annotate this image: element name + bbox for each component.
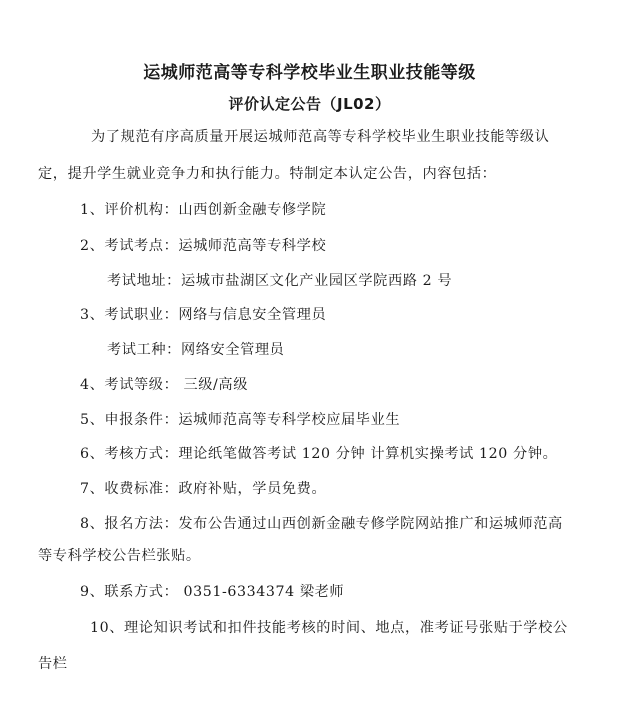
item-evaluation-agency: 1、评价机构：山西创新金融专修学院 bbox=[80, 202, 327, 218]
intro-line-1: 为了规范有序高质量开展运城师范高等专科学校毕业生职业技能等级认 bbox=[91, 129, 550, 145]
item-exam-occupation: 3、考试职业：网络与信息安全管理员 bbox=[80, 307, 327, 323]
item-exam-level: 4、考试等级： 三级/高级 bbox=[80, 377, 248, 393]
item-exam-job-type: 考试工种：网络安全管理员 bbox=[107, 342, 285, 358]
document-title: 运城师范高等专科学校毕业生职业技能等级 bbox=[143, 63, 476, 83]
item-contact: 9、联系方式： 0351-6334374 梁老师 bbox=[80, 584, 345, 600]
item-exam-site: 2、考试考点：运城师范高等专科学校 bbox=[80, 238, 327, 254]
item-exam-address: 考试地址：运城市盐湖区文化产业园区学院西路 2 号 bbox=[107, 273, 453, 289]
item-eligibility: 5、申报条件：运城师范高等专科学校应届毕业生 bbox=[80, 412, 401, 428]
item-registration-line-1: 8、报名方法：发布公告通过山西创新金融专修学院网站推广和运城师范高 bbox=[80, 516, 563, 532]
item-fees: 7、收费标准：政府补贴，学员免费。 bbox=[80, 481, 327, 497]
item-schedule-line-2: 告栏 bbox=[38, 656, 68, 672]
item-schedule-line-1: 10、理论知识考试和扣件技能考核的时间、地点，准考证号张贴于学校公 bbox=[90, 620, 568, 636]
intro-line-2: 定，提升学生就业竞争力和执行能力。特制定本认定公告，内容包括： bbox=[38, 166, 497, 182]
document-subtitle: 评价认定公告（JL02） bbox=[228, 95, 391, 113]
item-assessment-method: 6、考核方式：理论纸笔做答考试 120 分钟 计算机实操考试 120 分钟。 bbox=[80, 446, 558, 462]
item-registration-line-2: 等专科学校公告栏张贴。 bbox=[38, 548, 201, 564]
